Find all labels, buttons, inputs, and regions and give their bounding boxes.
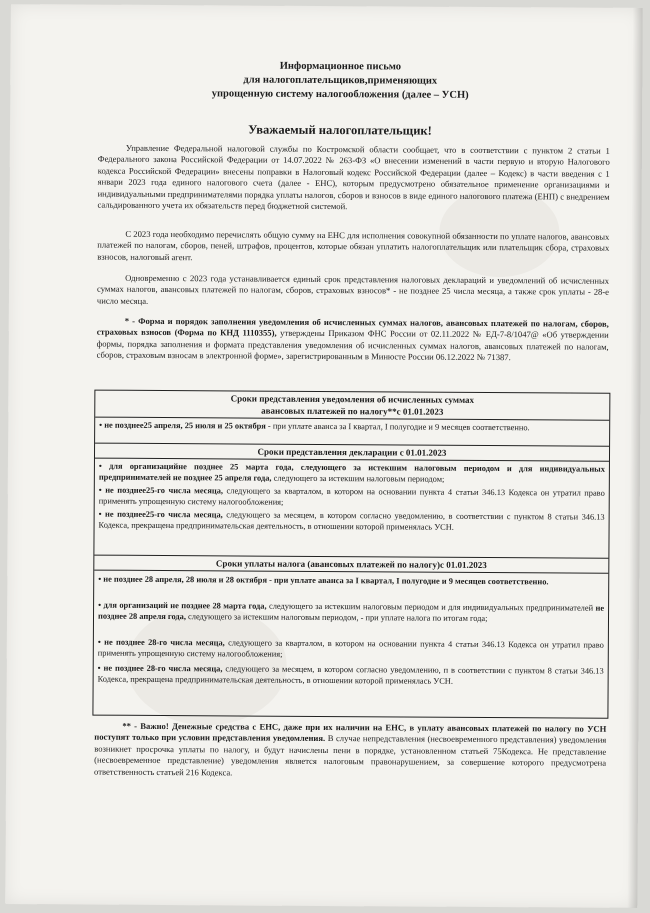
- section1-heading: [95, 393, 609, 419]
- section1-heading-line1: Сроки представления уведомления об исчисленных суммах: [230, 393, 475, 405]
- scanned-page: [5, 4, 642, 908]
- section1-item-bold: • не позднее25 апреля, 25 июля и 25 октября: [99, 420, 266, 431]
- section3-item2-bold2: не позднее 28 апреля года,: [97, 603, 605, 622]
- footnote: [94, 721, 606, 781]
- footnote-text: В случае непредставления (несвоевременного представления) уведомления возникнет просрочка уплаты по налогу, и будут начислены пени в порядке, установленном статьей 75Кодекса. Не представление (несвоевременное представление) уведомления является налоговым правонарушением, за совершение которого предусмотрена ответственность статьей 216 Кодекса.: [94, 733, 607, 778]
- footnote-bold: ** - Важно! Денежные средства с ЕНС, даже при их наличии на ЕНС, в уплату авансовых платежей по налогу по УСН поступят только при условии представления уведомления.: [94, 720, 607, 744]
- letter-title: [90, 59, 590, 104]
- section3-item2-text: следующего за истекшим налоговым периодом и для индивидуальных предпринимателей: [266, 601, 594, 613]
- section3-item1: [98, 574, 604, 588]
- greeting: Уважаемый налогоплательщик!: [248, 122, 432, 138]
- section2-heading: Сроки представления декларации с 01.01.2023: [257, 446, 447, 458]
- section2-item2-bold: • не позднее25-го числа месяца,: [98, 485, 224, 496]
- section2-item2-text: следующего за кварталом, в котором на основании пункта 4 статьи 346.13 Кодекса он утратил право применять упрощенную систему налогообложения;: [98, 486, 605, 507]
- section1-item: [99, 420, 605, 434]
- page-edge-shadow: [627, 8, 642, 908]
- section3-item3-bold: • не позднее 28-го числа месяца,: [97, 637, 225, 648]
- section3-item2: [98, 600, 604, 625]
- section2-item3: [99, 509, 605, 534]
- form-note-text: утверждены Приказом ФНС России от 02.11.2022 № ЕД-7-8/1047@ «Об утверждении формы, порядка заполнения и формата представления уведомления об исчисленных суммах налогов, авансовых платежей по налогам, сборов, страховым взносам в электронной форме», зарегистрированным в Минюсте России 06.12.2022 № 71387.: [96, 328, 609, 363]
- paragraph-ens: С 2023 года необходимо перечислять общую сумму на ЕНС для исполнения совокупной обязанности по уплате налогов, авансовых платежей по налогам, сборов, пеней, штрафов, процентов, которые обязан уплатить налогоплательщик или плательщик сбора, страховых взносов, налоговый агент.: [97, 228, 610, 263]
- section3-item4: [98, 663, 604, 688]
- paragraph-deadlines: Одновременно с 2023 года устанавливается единый срок представления налоговых деклараций и уведомлений об исчисленных суммах налогов, авансовых платежей по налогам, сборов, страховых взносов* - не позднее 25 числа месяца, а также срок уплаты - 28-е число месяца.: [96, 272, 610, 306]
- section3-item1-bold: • не позднее 28 апреля, 28 июля и 28 октября - при уплате аванса за I квартал, I полугодие и 9 месяцев соответственно.: [98, 574, 549, 587]
- deadlines-table: [92, 390, 610, 719]
- title-line-3: упрощенную систему налогообложения (далее – УСН): [211, 88, 469, 101]
- title-line-2: для налогоплательщиков,применяющих: [243, 74, 438, 87]
- title-line-1: Информационное письмо: [279, 60, 402, 73]
- section3-item3: [98, 637, 604, 662]
- section3-item3-text: следующего за кварталом, в котором на основании пункта 4 статьи 346.13 Кодекса он утратил право применять упрощенную систему налогообложения;: [97, 638, 604, 659]
- form-note-bold: * - Форма и порядок заполнения уведомления об исчисленных суммах налогов, авансовых платежей по налогам, сборов, страховых взносов (Форма по КНД 1110355),: [96, 315, 609, 339]
- paragraph-intro: Управление Федеральной налоговой службы по Костромской области сообщает, что в соответствии с пунктом 2 статьи 1 Федерального закона Российской Федерации от 14.07.2022 № 263-ФЗ «О внесении изменений в части первую и вторую Налогового кодекса Российской Федерации» внесены поправки в Налоговый кодекс Российской Федерации (далее – Кодекс) в части введения с 1 январи 2023 года единого налогового счета (далее - ЕНС), которым предусмотрено обязательное применение организациями и индивидуальными предпринимателями порядка уплаты налогов, сборов и взносов в виде единого налогового платежа (ЕНП) с внедрением сальдированного учета их обязательств перед бюджетной системой.: [97, 142, 610, 212]
- section3-item4-text: следующего за месяцем, в котором согласно уведомлению, п в соответствии с пунктом 8 статьи 346.13 Кодекса, прекращена предпринимательская деятельность, в отношении которой применялась УСН.: [97, 664, 604, 686]
- section2-item1-text: следующего за истекшим налоговым периодом;: [271, 473, 445, 484]
- section2-item2: [99, 485, 605, 510]
- paragraph-form-note: [97, 316, 609, 365]
- section1-item-text: - при уплате аванса за I квартал, I полугодие и 9 месяцев соответственно.: [265, 421, 530, 433]
- section3-item2-text2: следующего за истекшим налоговым периодом, - при уплате налога по итогам года;: [185, 612, 488, 624]
- section2-item1: [99, 461, 605, 486]
- section2-item1-bold: • для организацийне позднее 25 марта года, следующего за истекшим налоговым периодом и для индивидуальных предпринимателей не позднее 25 апреля года,: [98, 461, 605, 483]
- section2-item3-bold: • не позднее25-го числа месяца,: [98, 509, 223, 520]
- section2-item3-text: следующего за месяцем, в котором согласно уведомлению, в соответствии с пунктом 8 статьи 346.13 Кодекса, прекращена предпринимательская деятельность, в отношении которой применялась УСН.: [98, 510, 605, 532]
- section3-item4-bold: • не позднее 28-го числа месяца,: [97, 663, 223, 674]
- section3-item2-bold: • для организаций не позднее 28 марта года,: [98, 600, 267, 611]
- section1-heading-line2: авансовых платежей по налогу**с 01.01.2023: [261, 405, 444, 417]
- section3-heading: Сроки уплаты налога (авансовых платежей по налогу)с 01.01.2023: [215, 558, 487, 570]
